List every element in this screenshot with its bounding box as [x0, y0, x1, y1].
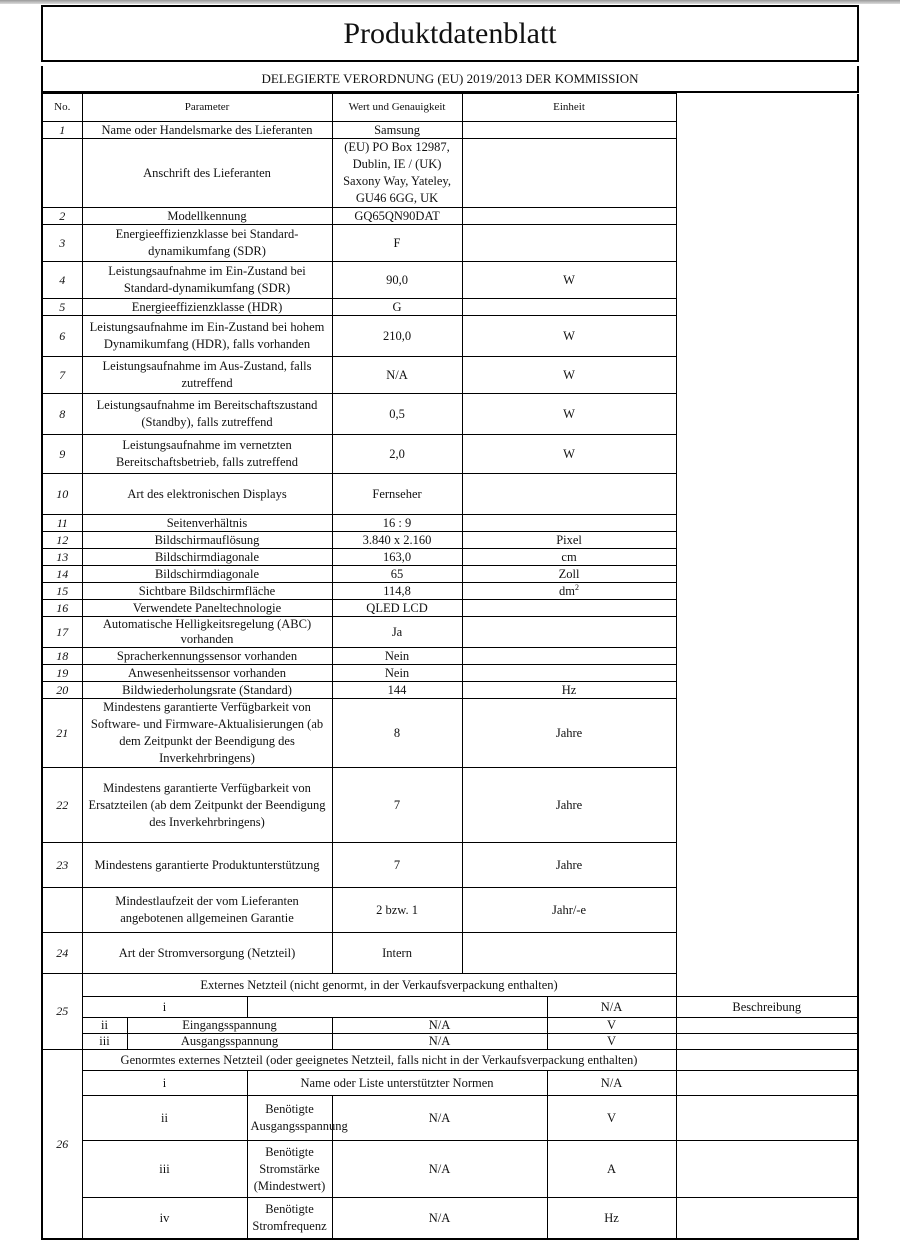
value-cell: 144 [332, 682, 462, 699]
unit-cell: W [462, 357, 676, 394]
value-cell: (EU) PO Box 12987, Dublin, IE / (UK) Saxony Way, Yateley, GU46 6GG, UK [332, 139, 462, 208]
sub-extra [676, 1096, 858, 1141]
sub-label: Benötigte Ausgangsspannung [247, 1096, 332, 1141]
table-row [42, 1071, 858, 1096]
unit-cell: Zoll [462, 566, 676, 583]
sub-index: iii [82, 1034, 127, 1050]
sub-label: Name oder Liste unterstützter Normen [247, 1071, 547, 1096]
parameter-cell: Energieeffizienzklasse bei Standard-dynamikumfang (SDR) [82, 225, 332, 262]
sub-unit: V [547, 1096, 676, 1141]
value-cell: 210,0 [332, 316, 462, 357]
parameter-cell: Energieeffizienzklasse (HDR) [82, 299, 332, 316]
parameter-cell: Art des elektronischen Displays [82, 474, 332, 515]
table-row [42, 262, 858, 299]
value-cell: 7 [332, 843, 462, 888]
table-row [42, 583, 858, 600]
sub-index: iii [82, 1141, 247, 1198]
unit-cell: Jahre [462, 768, 676, 843]
table-row [42, 1141, 858, 1198]
value-cell: 2 bzw. 1 [332, 888, 462, 933]
parameter-cell: Anschrift des Lieferanten [82, 139, 332, 208]
row-number [42, 139, 82, 208]
value-cell: N/A [332, 357, 462, 394]
row-number: 11 [42, 515, 82, 532]
unit-cell [462, 122, 676, 139]
parameter-cell: Seitenverhältnis [82, 515, 332, 532]
table-row [42, 1034, 858, 1050]
regulation-subtitle: DELEGIERTE VERORDNUNG (EU) 2019/2013 DER KOMMISSION [41, 66, 859, 93]
table-row [42, 225, 858, 262]
table-row [42, 933, 858, 974]
sub-unit: Hz [547, 1198, 676, 1240]
table-row [42, 1050, 858, 1071]
sub-unit: N/A [547, 997, 676, 1018]
table-row [42, 617, 858, 648]
parameter-cell: Art der Stromversorgung (Netzteil) [82, 933, 332, 974]
sub-extra [676, 1141, 858, 1198]
row-number: 25 [42, 974, 82, 1050]
value-cell: 8 [332, 699, 462, 768]
value-cell: Ja [332, 617, 462, 648]
sub-unit: N/A [547, 1071, 676, 1096]
table-row [42, 600, 858, 617]
value-cell: F [332, 225, 462, 262]
sub-index: iv [82, 1198, 247, 1240]
table-row [42, 1018, 858, 1034]
row-number: 13 [42, 549, 82, 566]
unit-superscript: 2 [575, 582, 580, 592]
header-parameter: Parameter [82, 94, 332, 122]
row-number: 5 [42, 299, 82, 316]
row-number: 18 [42, 648, 82, 665]
unit-cell [462, 665, 676, 682]
parameter-cell: Verwendete Paneltechnologie [82, 600, 332, 617]
value-cell: 0,5 [332, 394, 462, 435]
table-row [42, 122, 858, 139]
sub-unit: V [547, 1018, 676, 1034]
header-value: Wert und Genauigkeit [332, 94, 462, 122]
table-row [42, 357, 858, 394]
value-cell: GQ65QN90DAT [332, 208, 462, 225]
table-row [42, 208, 858, 225]
value-cell: 65 [332, 566, 462, 583]
unit-cell: Jahre [462, 843, 676, 888]
value-cell: 2,0 [332, 435, 462, 474]
table-row [42, 699, 858, 768]
table-row [42, 515, 858, 532]
table-row [42, 682, 858, 699]
table-row [42, 997, 858, 1018]
table-row [42, 888, 858, 933]
table-row [42, 299, 858, 316]
header-unit: Einheit [462, 94, 676, 122]
parameter-cell: Bildschirmdiagonale [82, 566, 332, 583]
table-row [42, 316, 858, 357]
parameter-cell: Anwesenheitssensor vorhanden [82, 665, 332, 682]
sub-value: N/A [332, 1018, 547, 1034]
row-number: 8 [42, 394, 82, 435]
row-number: 24 [42, 933, 82, 974]
parameter-cell: Mindestens garantierte Produktunterstützung [82, 843, 332, 888]
parameter-cell: Sichtbare Bildschirmfläche [82, 583, 332, 600]
row-number: 17 [42, 617, 82, 648]
table-row [42, 549, 858, 566]
value-cell: 7 [332, 768, 462, 843]
sub-label: Benötigte Stromfrequenz [247, 1198, 332, 1240]
unit-cell [462, 474, 676, 515]
value-cell: 163,0 [332, 549, 462, 566]
table-row [42, 665, 858, 682]
parameter-cell: Mindestens garantierte Verfügbarkeit von Ersatzteilen (ab dem Zeitpunkt der Beendigung des Inverkehrbringens) [82, 768, 332, 843]
sub-extra [676, 1071, 858, 1096]
unit-cell: Pixel [462, 532, 676, 549]
row-number: 26 [42, 1050, 82, 1240]
table-row [42, 768, 858, 843]
value-cell: 114,8 [332, 583, 462, 600]
row-number: 20 [42, 682, 82, 699]
unit-cell: W [462, 394, 676, 435]
value-cell: 90,0 [332, 262, 462, 299]
parameter-cell: Leistungsaufnahme im Bereitschaftszustand (Standby), falls zutreffend [82, 394, 332, 435]
table-row [42, 843, 858, 888]
parameter-cell: Leistungsaufnahme im Ein-Zustand bei hohem Dynamikumfang (HDR), falls vorhanden [82, 316, 332, 357]
row-number: 23 [42, 843, 82, 888]
row-number: 12 [42, 532, 82, 549]
value-cell: Nein [332, 648, 462, 665]
sub-label [247, 997, 547, 1018]
parameter-cell: Bildschirmauflösung [82, 532, 332, 549]
unit-cell [462, 299, 676, 316]
value-cell: Nein [332, 665, 462, 682]
row-number: 4 [42, 262, 82, 299]
sub-extra [676, 1018, 858, 1034]
unit-cell: W [462, 435, 676, 474]
unit-cell [462, 648, 676, 665]
data-sheet [41, 5, 859, 1240]
parameter-cell: Spracherkennungssensor vorhanden [82, 648, 332, 665]
sub-label: Benötigte Stromstärke (Mindestwert) [247, 1141, 332, 1198]
row-number: 2 [42, 208, 82, 225]
table-row [42, 435, 858, 474]
parameter-cell: Bildschirmdiagonale [82, 549, 332, 566]
parameter-cell: Leistungsaufnahme im vernetzten Bereitschaftsbetrieb, falls zutreffend [82, 435, 332, 474]
unit-cell: Jahr/-e [462, 888, 676, 933]
sub-extra [676, 1034, 858, 1050]
table-row [42, 566, 858, 583]
sub-extra [676, 1198, 858, 1240]
row-number: 14 [42, 566, 82, 583]
table-row [42, 474, 858, 515]
row-number: 16 [42, 600, 82, 617]
top-edge [0, 0, 900, 4]
parameter-cell: Name oder Handelsmarke des Lieferanten [82, 122, 332, 139]
value-cell: Intern [332, 933, 462, 974]
row-number: 21 [42, 699, 82, 768]
parameter-cell: Modellkennung [82, 208, 332, 225]
unit-cell: Hz [462, 682, 676, 699]
row-number [42, 888, 82, 933]
row-number: 10 [42, 474, 82, 515]
sub-unit: V [547, 1034, 676, 1050]
table-row [42, 532, 858, 549]
row-number: 6 [42, 316, 82, 357]
unit-cell [462, 225, 676, 262]
sub-label: Ausgangsspannung [127, 1034, 332, 1050]
sub-value: N/A [332, 1198, 547, 1240]
sub-value: N/A [332, 1141, 547, 1198]
external-psu-heading: Externes Netzteil (nicht genormt, in der Verkaufsverpackung enthalten) [82, 974, 676, 997]
sub-index: i [82, 1071, 247, 1096]
sub-index: ii [82, 1096, 247, 1141]
table-row [42, 394, 858, 435]
row-number: 3 [42, 225, 82, 262]
table-row [42, 139, 858, 208]
page-title: Produktdatenblatt [41, 5, 859, 62]
value-cell: Samsung [332, 122, 462, 139]
row-number: 15 [42, 583, 82, 600]
unit-cell [462, 600, 676, 617]
header-no: No. [42, 94, 82, 122]
unit-cell: W [462, 262, 676, 299]
value-cell: G [332, 299, 462, 316]
value-cell: Fernseher [332, 474, 462, 515]
parameter-cell: Leistungsaufnahme im Aus-Zustand, falls zutreffend [82, 357, 332, 394]
sub-unit: A [547, 1141, 676, 1198]
parameter-cell: Leistungsaufnahme im Ein-Zustand bei Standard-dynamikumfang (SDR) [82, 262, 332, 299]
row-number: 19 [42, 665, 82, 682]
value-cell: 16 : 9 [332, 515, 462, 532]
parameter-table [41, 93, 859, 1240]
row-number: 9 [42, 435, 82, 474]
unit-cell: cm [462, 549, 676, 566]
table-row [42, 648, 858, 665]
standard-psu-heading: Genormtes externes Netzteil (oder geeignetes Netzteil, falls nicht in der Verkaufsverpackung enthalten) [82, 1050, 676, 1071]
row-number: 1 [42, 122, 82, 139]
unit-cell: $dm^2$ [462, 583, 676, 600]
table-row [42, 974, 858, 997]
parameter-cell: Automatische Helligkeitsregelung (ABC) vorhanden [82, 617, 332, 648]
sub-index: i [82, 997, 247, 1018]
parameter-cell: Bildwiederholungsrate (Standard) [82, 682, 332, 699]
unit-cell [462, 617, 676, 648]
sub-value: N/A [332, 1096, 547, 1141]
sub-extra: Beschreibung [676, 997, 858, 1018]
sub-index: ii [82, 1018, 127, 1034]
row-number: 7 [42, 357, 82, 394]
unit-cell: W [462, 316, 676, 357]
sub-label: Eingangsspannung [127, 1018, 332, 1034]
unit-cell [462, 139, 676, 208]
table-row [42, 1096, 858, 1141]
unit-cell: Jahre [462, 699, 676, 768]
sub-value: N/A [332, 1034, 547, 1050]
value-cell: 3.840 x 2.160 [332, 532, 462, 549]
unit-cell [462, 515, 676, 532]
unit-cell [462, 208, 676, 225]
parameter-cell: Mindestlaufzeit der vom Lieferanten angebotenen allgemeinen Garantie [82, 888, 332, 933]
value-cell: QLED LCD [332, 600, 462, 617]
parameter-cell: Mindestens garantierte Verfügbarkeit von Software- und Firmware-Aktualisierungen (ab dem Zeitpunkt der Beendigung des Inverkehrbringens) [82, 699, 332, 768]
table-row [42, 1198, 858, 1240]
unit-cell [462, 933, 676, 974]
row-number: 22 [42, 768, 82, 843]
